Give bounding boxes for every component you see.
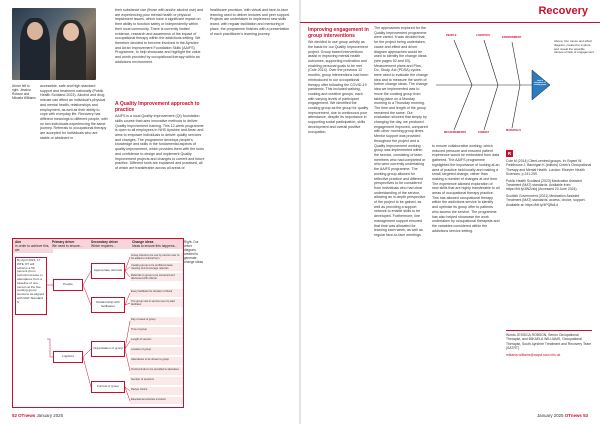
change-head: Change ideas	[132, 240, 154, 244]
right-col2-text: The approaches explored for the Quality Improvement programme were varied. It was decided that, for the project being undertaken, cause and effect and driver diagram approaches would be used to identify the change ideas (see pages 52 and 53). Measurement plans and Plan, Do, Study, Act (PDSA) cycles were used to evaluate the change idea and to measure the worth of further change ideas. The change idea we implemented was to move the cooking group from taking place on a Monday morning to a Thursday morning. The time and length of the group remained the same. Our evaluation showed that simply by changing the day, we produced engagement improved, compared with other morning group times. Mentor support was provided throughout the project and a Quality Improvement working group was implemented within the service, consisting of team members who had completed or who were currently undertaking the AAIFS programme. The working group allowed for reflective practice and different perspectives to be considered from individuals who had clear understanding of the service, allowing an in-depth perspective of the project to be gained, as well as providing a support network to enable skills to be developed. Furthermore, line management support ensured that time was allocated for learning each week, as well as regular face-to-face meetings	[374, 26, 428, 237]
change-idea: Recipe choice	[130, 387, 183, 396]
left-col1-text: accessible, safe and high standard support and treatment nationally (Public Health Scotland 2023). Alcohol and drug misuse can affect an individual's physical and mental health, relationships and employment, as well as their ability to cope with everyday life. Recovery has different meanings to different people, with no two individuals experiencing the same journey. Referrals to occupational therapy are accepted for individuals who are stable or abstinent in	[40, 84, 108, 140]
primary-head: Primary driver	[52, 240, 75, 244]
driver-diagram	[12, 238, 184, 408]
right-col3-text: to ensure collaborative working, which reduced pressure and ensured patient experience would be embedded from data gathered. The AAIFS programme highlighted the importance of looking at an area of practice held locally and making a small, targeted change, rather than making a number of changes at one time. The experience allowed exploration of new skills that are highly transferable to all areas of occupational therapy practice. This has allowed occupational therapy within the addictions service to identify and optimise its group offer to patients who access the service. The programme has also helped showcase the work undertaken by occupational therapists and the variables considered within the addictions service setting.	[432, 144, 500, 233]
right-col3	[432, 144, 500, 406]
author-credits	[506, 330, 592, 357]
primary-driver-people: People	[53, 279, 83, 291]
left-col2-bottom	[115, 100, 205, 228]
fish-labels	[432, 30, 552, 140]
left-col2-text: their substance use (those with and/or alcohol use) and are experiencing poor mental health or physical impairment issues, which have a significant impact on their ability to function safely or independently within their local community. There is currently limited evidence, research and awareness of the impact of occupational therapy within the addictions setting. We therefore decided to become involved in the Ayrshire and Arran Improvement Foundation Skills (AAIFS) Programme, to help showcase and highlight the value and worth provided by occupational therapy within an addictions environment.	[115, 8, 204, 64]
secondary-organisation: Organisation of group	[91, 341, 125, 357]
change-idea: Group criteria to be met by service user to be added to referral form	[130, 253, 183, 262]
left-col3	[210, 8, 290, 228]
secondary-sub: Which requires...	[91, 244, 116, 248]
secondary-referrals: Appropriate referrals	[91, 263, 125, 279]
secondary-format: Format of group	[91, 381, 125, 393]
change-idea: Cooking group to be profiled at team meeting and encourage referrals	[130, 263, 183, 272]
right-col2	[374, 26, 428, 406]
author-email[interactable]: mikaela.williams@aapct.scot.nhs.uk	[506, 352, 561, 357]
fish-label-people: PEOPLE	[446, 34, 457, 37]
diagram-connectors	[13, 239, 183, 407]
aim-box: By April 2024, 17 WTE OT will achieve a 50 percent (from period) increase in attendance from a baseline of one person at the five cooking group sessions as aligned with MAT Standard 6	[15, 257, 47, 315]
right-footer-date: January 2025	[536, 413, 564, 418]
aim-sub: In order to achieve this, we:	[15, 244, 50, 252]
left-col3-text: healthcare provision, with virtual and face-to-face learning used to deliver lectures and peer support. Projects are undertaken to implement new skills learnt, with regular facilitation and mentoring in place, the programme finishes with a presentation of each practitioner's learning journey.	[210, 8, 290, 36]
change-idea: Referrals to group to be screened and discussed with referrer	[130, 273, 183, 282]
primary-sub: We need to ensure...	[52, 244, 83, 248]
change-idea: The group visit to service user by lead facilitator	[130, 299, 183, 308]
fish-label-environment: ENVIRONMENT	[502, 36, 522, 39]
right-footer	[537, 413, 588, 418]
right-page-number: 53	[583, 413, 588, 418]
face-right	[63, 23, 79, 41]
title-rule	[300, 22, 600, 23]
fish-label-materials: MATERIALS	[506, 129, 521, 132]
left-page-number: 52	[12, 413, 17, 418]
references-badge: R	[507, 151, 512, 156]
change-idea: Educational activities involved	[130, 397, 183, 405]
aim-head: Aim	[15, 240, 22, 244]
change-idea: Number of sessions	[130, 377, 183, 386]
photo-caption: Above left to right: Jessica Robson and Mikaela Williams	[12, 84, 36, 100]
right-page	[300, 0, 600, 424]
authors-photo	[12, 8, 96, 80]
secondary-facilitators: Relationship with facilitators	[91, 297, 125, 313]
fish-head-label: Lack of attendance of cooking group	[533, 80, 547, 87]
section-title: Recovery	[538, 5, 588, 17]
reference-item: Public Health Scotland (2023) Medication Assisted Treatment (MAT) standards. Available from: https://bit.ly/3W2zkbj (Accessed 20 June 2024).	[506, 178, 582, 192]
right-col1-text: We decided to use group activity as the basis for our Quality Improvement project. Group based interventions assist in improving mental health outcomes, supporting motivation and enabling personal goals to be met (Cole 2014). Over the previous 12 months, group interventions had been reintroduced to our occupational therapy offer following the COVID-19 pandemic. This included walking, cooking and creative groups, each with varying levels of participant engagement. We identified the cooking group as the group for quality improvement, due to continuous poor attendance, despite its importance in supporting social participation, skills development and overall positive occupation.	[308, 40, 369, 134]
author-names: Words JESSICA ROBSON, Senior Occupational Therapist, and MIKAELA WILLIAMS, Occupational Therapist, South Ayrshire Treatment and Recovery Team (SATRT)	[506, 333, 592, 351]
face-left	[27, 22, 43, 40]
references	[506, 150, 592, 209]
left-col1	[40, 84, 108, 230]
reference-item: Cole M (2014) Client-centred groups. In: Bryant W, Fieldhouse J, Bannigan K (editors) Creek's Occupational Therapy and Mental Health. London: Elsevier Health Sciences. p 241-259.	[506, 159, 592, 177]
change-idea: Attendance to be shown to group	[130, 357, 183, 366]
reference-item: Scottish Government (2021) Medication Assisted Treatment (MAT) standards: access, choice, support. Available at: https://bit.ly/4PQBdLd	[506, 193, 586, 207]
heading-engagement: Improving engagement in group interventions	[308, 27, 369, 39]
fish-label-logistics: LOGISTICS	[476, 34, 490, 37]
change-idea: Time of group	[130, 327, 183, 336]
left-pub-name: OTnews	[18, 413, 36, 418]
right-pub-name: OTnews	[564, 413, 582, 418]
change-idea: Length of session	[130, 337, 183, 346]
change-idea: Day of week of group	[130, 317, 183, 326]
diagram-caption: Right: Our driver diagram, created to generate change ideas	[184, 240, 203, 264]
secondary-head: Secondary driver	[91, 240, 118, 244]
change-idea: Text/reminder to be provided to attendees	[130, 367, 183, 376]
left-footer	[12, 413, 63, 418]
left-footer-date: January 2025	[36, 413, 64, 418]
left-col2-top	[115, 8, 205, 100]
fish-label-measurements: MEASUREMENTS	[444, 131, 467, 134]
heading-qi: A Quality Improvement approach to practice	[115, 101, 200, 113]
change-idea: Location of group	[130, 347, 183, 356]
left-col2-text-b: AAIFS is a local Quality Improvement (QI) foundation skills course that uses innovative methods to deliver Quality Improvement training. This 12-week programme is open to all employees in NHS Ayrshire and Arran and aims to empower individuals to deliver quality services and changes. The programme develops people's knowledge and skills in the fundamental aspects of quality improvement, which provides them with the tools and confidence to design and implement Quality Improvement projects and changes to current and future practice. Different tools are explained and practised, all of which are transferable across all areas of	[115, 114, 205, 170]
right-col1	[308, 26, 370, 406]
fish-caption: Above: Our cause and effect diagram, created to explore and reveal the possible causes of lack of engagement	[554, 39, 594, 55]
change-sub: Ideas to ensure this happens...	[132, 244, 178, 248]
fish-label-format: FORMAT	[478, 131, 489, 134]
primary-driver-logistics: Logistics	[53, 351, 83, 363]
change-idea: Every facilitator for duration of block	[130, 289, 183, 298]
